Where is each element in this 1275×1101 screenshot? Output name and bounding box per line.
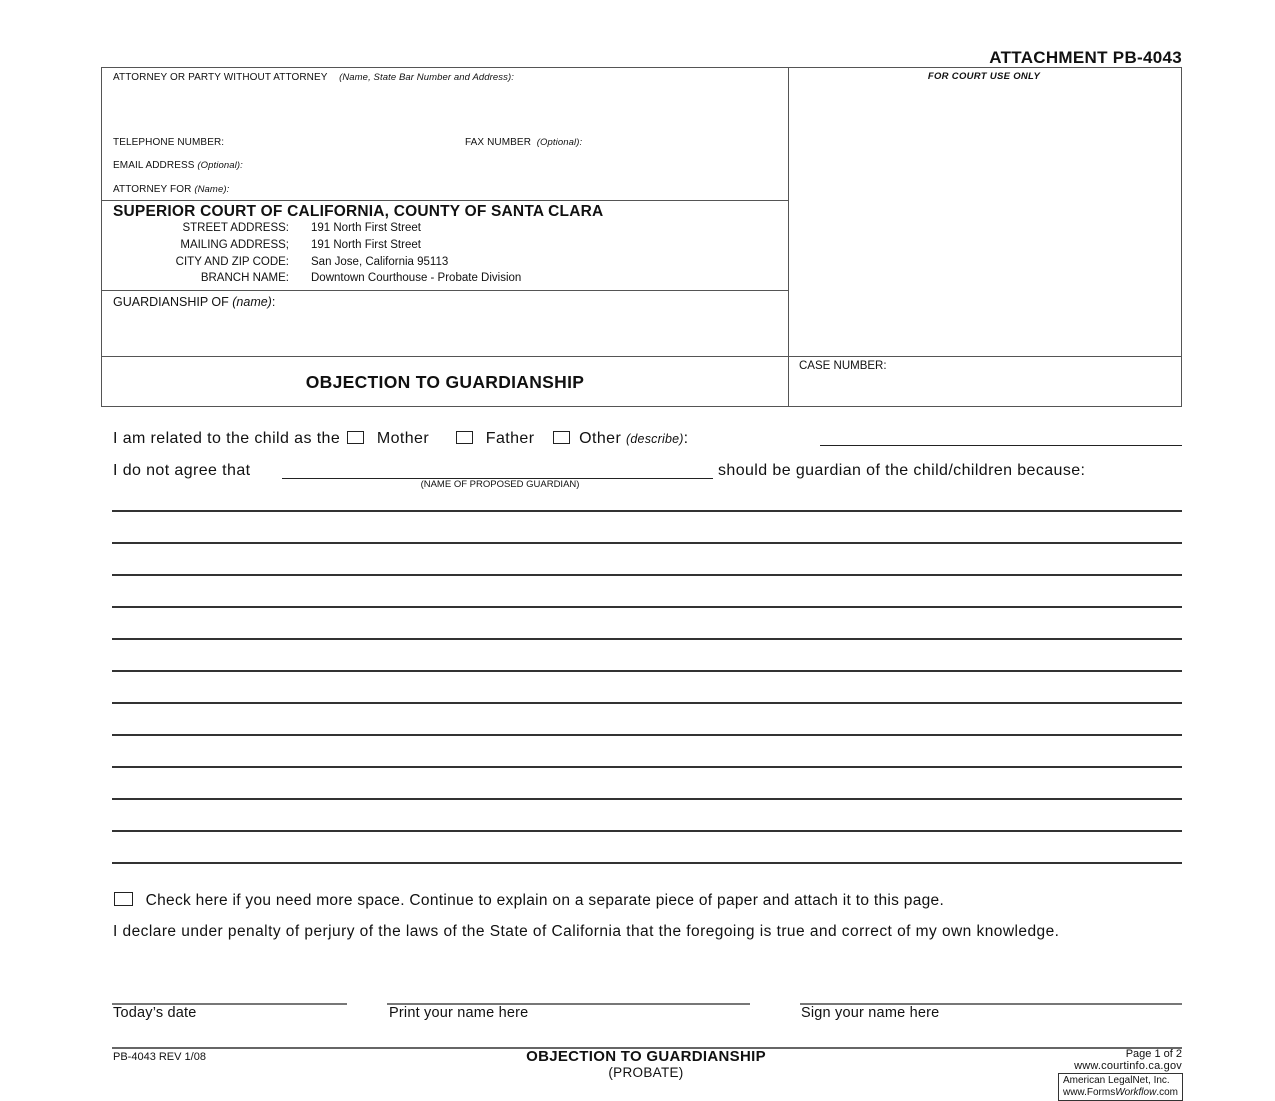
explanation-line[interactable]: [112, 766, 1182, 768]
telephone-field[interactable]: [250, 134, 450, 150]
explanation-line[interactable]: [112, 670, 1182, 672]
branch-name-label: BRANCH NAME:: [200, 272, 289, 284]
court-use-only-label: FOR COURT USE ONLY: [927, 71, 1041, 82]
explanation-line[interactable]: [112, 542, 1182, 544]
fax-label: FAX NUMBER (Optional):: [465, 137, 583, 148]
other-hint: (describe): [626, 432, 684, 446]
city-zip-value: San Jose, California 95113: [311, 256, 449, 268]
street-address-label: STREET ADDRESS:: [182, 222, 289, 234]
explanation-line[interactable]: [112, 638, 1182, 640]
more-space-row: [114, 892, 944, 910]
divider-court-guardianship: [102, 290, 788, 291]
page-number: Page 1 of 2: [1125, 1048, 1182, 1060]
street-address-value: 191 North First Street: [311, 222, 421, 234]
father-checkbox[interactable]: [456, 431, 473, 444]
other-describe-field[interactable]: [820, 428, 1182, 445]
form-title: OBJECTION TO GUARDIANSHIP: [305, 372, 585, 392]
explanation-line[interactable]: [112, 510, 1182, 512]
email-field[interactable]: [280, 157, 775, 173]
other-label: Other: [579, 430, 622, 447]
explanation-line[interactable]: [112, 798, 1182, 800]
attorney-field[interactable]: [113, 86, 773, 132]
guardianship-of-label: GUARDIANSHIP OF (name):: [113, 295, 276, 309]
relation-row: I am related to the child as the Mother Father Other (describe):: [113, 430, 689, 447]
mailing-address-label: MAILING ADDRESS;: [180, 239, 289, 251]
legalnet-badge[interactable]: [1058, 1073, 1183, 1101]
mailing-address-value: 191 North First Street: [311, 239, 421, 251]
court-name: SUPERIOR COURT OF CALIFORNIA, COUNTY OF SANTA CLARA: [113, 203, 604, 220]
attorney-for-label: ATTORNEY FOR (Name):: [113, 184, 230, 195]
disagree-suffix: should be guardian of the child/children because:: [718, 462, 1086, 479]
other-describe-underline: [820, 445, 1182, 446]
more-space-checkbox[interactable]: [114, 892, 133, 906]
footer-subtitle: (PROBATE): [608, 1065, 684, 1080]
courtinfo-link[interactable]: www.courtinfo.ca.gov: [1074, 1060, 1182, 1072]
proposed-guardian-field[interactable]: [282, 461, 713, 478]
legalnet-name: American LegalNet, Inc.: [1062, 1075, 1170, 1086]
signature-label: Sign your name here: [801, 1005, 940, 1021]
form-code: PB-4043 REV 1/08: [113, 1051, 206, 1063]
branch-name-value: Downtown Courthouse - Probate Division: [311, 272, 522, 284]
guardianship-of-field[interactable]: [113, 312, 773, 352]
case-number-label: CASE NUMBER:: [799, 360, 887, 372]
proposed-guardian-caption: (NAME OF PROPOSED GUARDIAN): [420, 479, 580, 490]
more-space-text: Check here if you need more space. Continue to explain on a separate piece of paper and attach it to this page.: [145, 892, 945, 909]
mother-checkbox[interactable]: [347, 431, 364, 444]
explanation-line[interactable]: [112, 574, 1182, 576]
fax-field[interactable]: [612, 134, 777, 150]
divider-title-row: [102, 356, 1181, 357]
mother-label: Mother: [376, 430, 430, 447]
attorney-field-label: ATTORNEY OR PARTY WITHOUT ATTORNEY (Name, State Bar Number and Address):: [113, 72, 515, 83]
print-name-label: Print your name here: [389, 1005, 529, 1021]
date-label: Today’s date: [113, 1005, 197, 1021]
explanation-line[interactable]: [112, 734, 1182, 736]
email-label: EMAIL ADDRESS (Optional):: [113, 160, 243, 171]
declaration-text: I declare under penalty of perjury of the laws of the State of California that the foregoing is true and correct of my own knowledge.: [113, 923, 1060, 940]
legalnet-url: www.FormsWorkflow.com: [1062, 1087, 1178, 1098]
telephone-label: TELEPHONE NUMBER:: [113, 137, 225, 148]
father-label: Father: [485, 430, 535, 447]
other-checkbox[interactable]: [553, 431, 570, 444]
divider-attorney-court: [102, 200, 788, 201]
footer-title: OBJECTION TO GUARDIANSHIP: [526, 1048, 766, 1065]
disagree-prefix: I do not agree that: [113, 462, 251, 479]
explanation-line[interactable]: [112, 862, 1182, 864]
explanation-line[interactable]: [112, 702, 1182, 704]
city-zip-label: CITY AND ZIP CODE:: [175, 256, 289, 268]
case-number-field[interactable]: [799, 376, 1169, 400]
explanation-line[interactable]: [112, 606, 1182, 608]
attorney-for-field[interactable]: [262, 181, 775, 197]
explanation-line[interactable]: [112, 830, 1182, 832]
attachment-title: ATTACHMENT PB-4043: [989, 48, 1182, 67]
